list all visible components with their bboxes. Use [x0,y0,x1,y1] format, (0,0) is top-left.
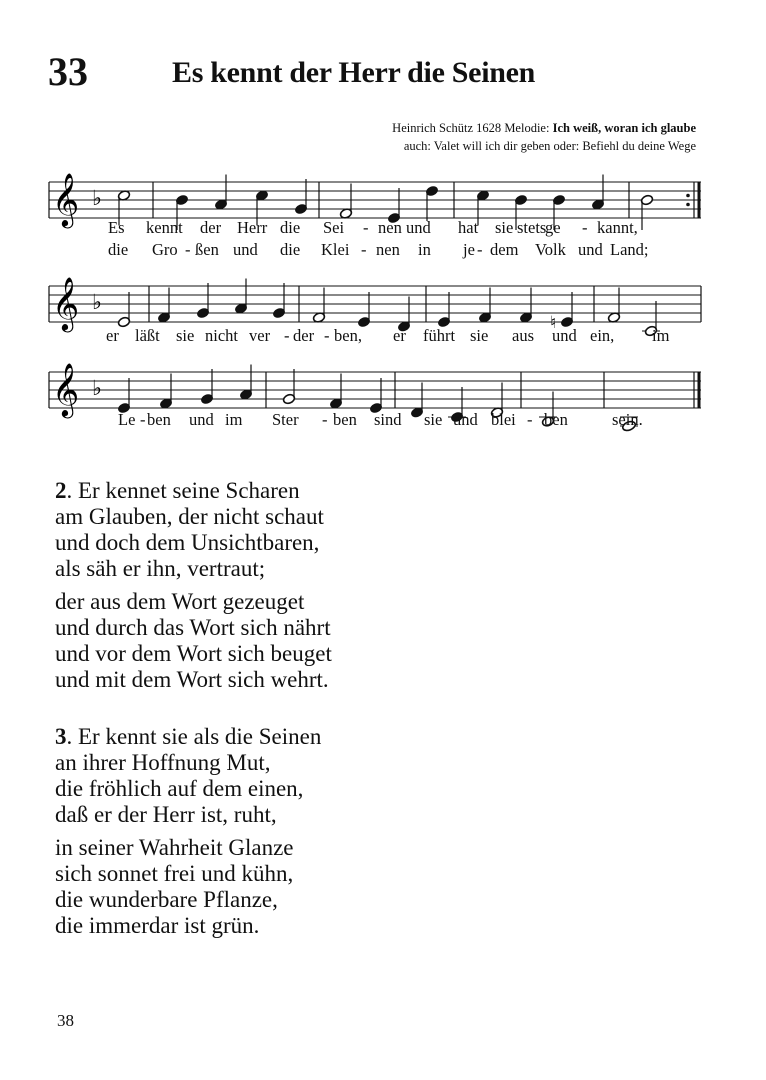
lyric-syllable: dem [490,240,519,259]
lyric-syllable: nicht [205,326,238,345]
quarter-note [329,374,342,410]
composer: Heinrich Schütz 1628 [392,121,502,135]
lyric-syllable: und [453,410,478,429]
lyric-syllable: Herr [237,218,268,237]
half-note [282,369,295,405]
quarter-note [478,288,491,324]
flat-sign-icon: ♭ [92,290,102,314]
quarter-note [117,378,130,414]
quarter-note [196,283,209,319]
lyric-syllable: und [552,326,577,345]
quarter-note [234,279,247,315]
stanza-2 [55,478,332,693]
lyric-syllable: - [361,240,367,259]
flat-sign-icon: ♭ [92,186,102,210]
lyric-syllable: - [185,240,191,259]
stanza-line: in seiner Wahrheit Glanze [55,835,294,860]
credits-line-1 [392,119,696,137]
lyric-syllable: Ster [272,410,299,429]
lyric-syllable: sie [424,410,443,429]
lyric-syllable: hat [458,218,479,237]
stanza-line: an ihrer Hoffnung Mut, [55,750,271,775]
lyric-syllable: ßen [195,240,219,259]
half-note [339,184,352,220]
lyric-syllable: sein. [612,410,643,429]
hymn-title: Es kennt der Herr die Seinen [172,56,536,89]
page-number: 38 [57,1011,74,1030]
lyric-syllable: ben, [334,326,362,345]
stanza-line: die immerdar ist grün. [55,913,260,938]
lyric-syllable: ben [147,410,171,429]
lyric-syllable: er [393,326,406,345]
lyric-syllable: - [284,326,290,345]
lyric-syllable: Es [108,218,125,237]
stanza-3 [55,724,321,939]
treble-clef-icon: 𝄞 [52,362,80,416]
stanza-number: 2 [55,478,67,503]
lyric-syllable: sie [176,326,195,345]
lyric-syllable: Land; [610,240,649,259]
stanza-line: 2. Er kennet seine Scharen [55,478,300,503]
stanza-line: der aus dem Wort gezeuget [55,589,305,614]
lyric-syllable: im [652,326,670,345]
lyric-syllable: aus [512,326,534,345]
lyric-syllable: je [463,240,475,259]
flat-sign-icon: ♭ [92,376,102,400]
quarter-note [294,179,307,215]
lyric-syllable: kennt [146,218,183,237]
stanza-line: daß er der Herr ist, ruht, [55,802,277,827]
melody-label: Melodie: [504,121,550,135]
quarter-note [272,283,285,319]
stanza-line: 3. Er kennt sie als die Seinen [55,724,322,749]
quarter-note [214,175,227,211]
treble-clef-icon: 𝄞 [52,276,80,330]
stanza-line: und mit dem Wort sich wehrt. [55,667,329,692]
half-note [607,288,620,324]
lyric-syllable: - [363,218,369,237]
half-note [312,288,325,324]
quarter-note [239,365,252,401]
lyric-syllable: ein, [590,326,615,345]
stanza-line: die fröhlich auf dem einen, [55,776,304,801]
quarter-note [437,292,450,328]
stanza-line: als säh er ihn, vertraut; [55,556,266,581]
lyric-syllable: läßt [135,326,160,345]
lyric-syllable: in [418,240,431,259]
lyric-syllable: nen [378,218,402,237]
lyric-syllable: Klei [321,240,350,259]
quarter-note [591,175,604,211]
lyric-syllable: er [106,326,119,345]
lyric-syllable: - [324,326,330,345]
stanza-line: und doch dem Unsichtbaren, [55,530,320,555]
quarter-note [157,288,170,324]
lyric-syllable: im [225,410,243,429]
lyric-syllable: der [293,326,315,345]
lyric-syllable: sind [374,410,402,429]
quarter-note [357,292,370,328]
lyric-syllable: die [280,240,301,259]
half-note [117,292,130,328]
lyric-syllable: ge [545,218,561,237]
lyric-syllable: - [527,410,533,429]
quarter-note [476,190,489,226]
lyric-syllable: und [578,240,603,259]
quarter-note [200,369,213,405]
hymn-number: 33 [48,49,88,94]
stanza-line: am Glauben, der nicht schaut [55,504,324,529]
stanza-line: die wunderbare Pflanze, [55,887,278,912]
quarter-note [369,378,382,414]
quarter-note [159,374,172,410]
lyric-syllable: und [189,410,214,429]
repeat-dot [686,203,690,207]
lyric-syllable: und [233,240,258,259]
lyric-syllable: stets [517,218,547,237]
lyric-syllable: die [108,240,129,259]
lyric-syllable: sie [495,218,514,237]
lyric-syllable: Volk [535,240,566,259]
lyric-syllable: - [477,240,483,259]
lyric-syllable: sie [470,326,489,345]
stanza-line: sich sonnet frei und kühn, [55,861,294,886]
half-note [640,194,653,230]
lyric-syllable: führt [423,326,456,345]
credits-alternatives: auch: Valet will ich dir geben oder: Befiehl du deine Wege [403,139,696,153]
lyric-syllable: Le [118,410,136,429]
natural-sign-icon: ♮ [550,313,557,333]
stanza-line: und durch das Wort sich nährt [55,615,331,640]
quarter-note [425,185,438,221]
lyric-syllable: - [582,218,588,237]
quarter-note [410,383,423,419]
lyric-syllable: Sei [323,218,345,237]
quarter-note [519,288,532,324]
lyric-syllable: - [322,410,328,429]
lyric-syllable: ver [249,326,271,345]
lyric-syllable: Gro [152,240,178,259]
stanza-number: 3 [55,724,67,749]
repeat-dot [686,194,690,198]
lyric-syllable: - [140,410,146,429]
lyric-syllable: nen [376,240,400,259]
credits [392,119,696,155]
lyric-syllable: und [406,218,431,237]
lyric-syllable: kannt, [597,218,638,237]
melody-name: Ich weiß, woran ich glaube [552,121,696,135]
treble-clef-icon: 𝄞 [52,172,80,226]
lyric-syllable: die [280,218,301,237]
stanza-line: und vor dem Wort sich beuget [55,641,332,666]
lyric-syllable: der [200,218,222,237]
lyric-syllable: ben [544,410,568,429]
lyric-syllable: blei [491,410,516,429]
lyric-syllable: ben [333,410,357,429]
